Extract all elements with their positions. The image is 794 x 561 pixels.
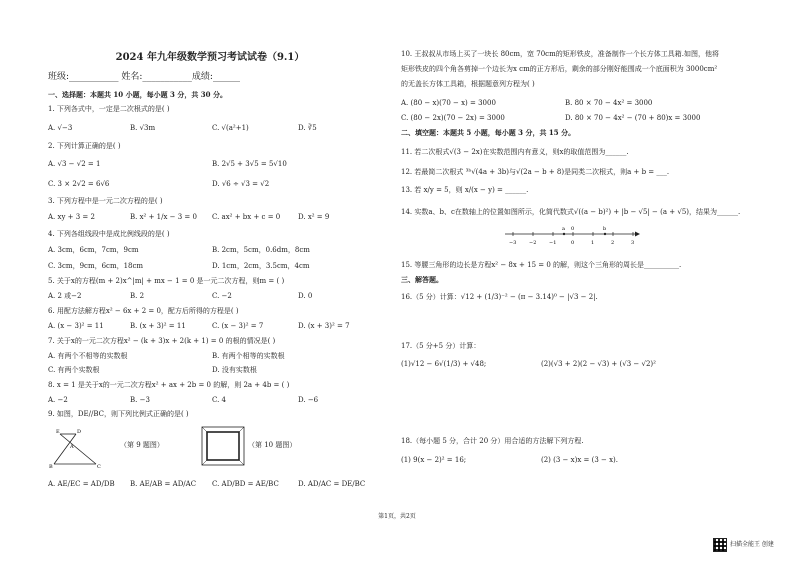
q3-option-c: C. ax² + bx + c = 0 — [212, 213, 281, 221]
axis-tick-minus-3: −3 — [509, 240, 517, 246]
q2-option-a: A. √3 − √2 = 1 — [48, 160, 101, 168]
figure-10-caption: （第 10 题图） — [248, 441, 297, 449]
question-10-line-3: 的无盖长方体工具箱，根据题意列方程为( ) — [401, 80, 535, 88]
q7-option-c: C. 有两个实数根 — [48, 366, 100, 374]
q4-option-a: A. 3cm，6cm，7cm，9cm — [48, 246, 139, 254]
qr-code-icon — [713, 538, 727, 552]
q4-option-b: B. 2cm，5cm，0.6dm，8cm — [212, 246, 310, 254]
q2-option-b: B. 2√5 + 3√5 = 5√10 — [212, 160, 287, 168]
q2-option-c: C. 3 × 2√2 = 6√6 — [48, 180, 110, 188]
q10-option-a: A. (80 − x)(70 − x) = 3000 — [401, 99, 496, 107]
axis-point-a: a — [562, 226, 565, 232]
axis-tick-0: 0 — [571, 240, 575, 246]
q6-option-d: D. (x + 3)² = 7 — [298, 322, 350, 330]
q3-option-b: B. x² + 1/x − 3 = 0 — [130, 213, 197, 221]
question-10-line-2: 矩形铁皮的四个角各剪掉一个边长为x cm的正方形后，剩余的部分刚好能围成一个底面积为 3000cm² — [401, 65, 718, 73]
q4-option-d: D. 1cm，2cm，3.5cm，4cm — [212, 262, 310, 270]
question-8: 8. x = 1 是关于x的一元二次方程x² + ax + 2b = 0 的解，则 2a + 4b = ( ) — [48, 381, 290, 389]
q8-option-b: B. −3 — [130, 396, 150, 404]
section-1-heading: 一、选择题：本题共 10 小题，每小题 3 分，共 30 分。 — [48, 90, 227, 99]
q3-option-d: D. x² = 9 — [298, 213, 330, 221]
q7-option-a: A. 有两个不相等的实数根 — [48, 352, 128, 360]
fig9-label-a: A — [70, 444, 74, 450]
q6-option-b: B. (x + 3)² = 11 — [130, 322, 186, 330]
axis-tick-minus-2: −2 — [529, 240, 537, 246]
question-4: 4. 下列各组线段中是成比例线段的是( ) — [48, 230, 170, 238]
figure-9-caption: （第 9 题图） — [120, 441, 164, 449]
question-17-part-1: (1)√12 − 6√(1/3) + √48; — [401, 360, 487, 368]
q5-option-c: C. −2 — [212, 292, 232, 300]
question-3: 3. 下列方程中是一元二次方程的是( ) — [48, 197, 163, 205]
section-3-heading: 三、解答题。 — [401, 275, 443, 284]
question-7: 7. 关于x的一元二次方程x² − (k + 3)x + 2(k + 1) = 0 的根的情况是( ) — [48, 337, 276, 345]
q3-option-a: A. xy + 3 = 2 — [48, 213, 95, 221]
q5-option-a: A. 2 或−2 — [48, 292, 82, 300]
q8-option-d: D. −6 — [298, 396, 319, 404]
question-17: 17.（5 分+5 分）计算： — [401, 342, 481, 350]
question-14: 14. 实数a、b、c在数轴上的位置如图所示，化简代数式√((a − b)²) + |b − √5| − (a + √5)，结果为______. — [401, 208, 741, 216]
fig9-label-d: D — [77, 429, 82, 435]
figure-9-triangle-diagram — [46, 426, 114, 470]
figure-10-box-diagram — [200, 425, 248, 469]
q5-option-b: B. 2 — [130, 292, 145, 300]
axis-point-0: 0 — [571, 226, 575, 232]
question-17-part-2: (2)(√3 + 2)(2 − √3) + (√3 − √2)² — [541, 360, 656, 368]
q1-option-d: D. ∛5 — [298, 124, 317, 132]
q1-option-a: A. √−3 — [48, 124, 73, 132]
q8-option-c: C. 4 — [212, 396, 227, 404]
fig9-label-c: C — [97, 464, 101, 470]
question-18-part-2: (2) (3 − x)x = (3 − x). — [541, 456, 618, 464]
axis-tick-2: 2 — [611, 240, 615, 246]
q6-option-a: A. (x − 3)² = 11 — [48, 322, 104, 330]
number-line-diagram — [501, 222, 641, 248]
q9-option-c: C. AD/BD = AE/BC — [212, 480, 279, 488]
q8-option-a: A. −2 — [48, 396, 68, 404]
q1-option-b: B. √3m — [130, 124, 156, 132]
page-number: 第1页，共2页 — [378, 513, 416, 520]
question-1: 1. 下列各式中，一定是二次根式的是( ) — [48, 105, 170, 113]
q7-option-b: B. 有两个相等的实数根 — [212, 352, 285, 360]
question-6: 6. 用配方法解方程x² − 6x + 2 = 0，配方后所得的方程是( ) — [48, 307, 239, 315]
q10-option-c: C. (80 − 2x)(70 − 2x) = 3000 — [401, 114, 505, 122]
student-info: 班级:___________ 姓名:___________成绩:______ — [48, 72, 240, 82]
q9-option-d: D. AD/AC = DE/BC — [298, 480, 366, 488]
q1-option-c: C. √(a²+1) — [212, 124, 249, 132]
q7-option-d: D. 没有实数根 — [212, 366, 257, 374]
question-2: 2. 下列计算正确的是( ) — [48, 142, 121, 150]
question-10-line-1: 10. 王叔叔从市场上买了一块长 80cm，宽 70cm的矩形铁皮，准备制作一个长方体工具箱.如图，他将 — [401, 50, 719, 58]
q5-option-d: D. 0 — [298, 292, 313, 300]
q4-option-c: C. 3cm，9cm，6cm，18cm — [48, 262, 144, 270]
exam-title: 2024 年九年级数学预习考试试卷（9.1） — [115, 52, 305, 63]
question-16: 16.（5 分）计算：√12 + (1/3)⁻² − (π − 3.14)⁰ − |√3 − 2|. — [401, 293, 598, 301]
question-18-part-1: (1) 9(x − 2)² = 16; — [401, 456, 467, 464]
question-18: 18.（每小题 5 分，合计 20 分）用合适的方法解下列方程. — [401, 437, 584, 445]
q6-option-c: C. (x − 3)² = 7 — [212, 322, 264, 330]
axis-tick-minus-1: −1 — [549, 240, 557, 246]
question-5: 5. 关于x的方程(m + 2)x^|m| + mx − 1 = 0 是一元二次方程，则m = ( ) — [48, 277, 285, 285]
fig9-label-e: E — [56, 429, 60, 435]
q2-option-d: D. √6 ÷ √3 = √2 — [212, 180, 270, 188]
q10-option-d: D. 80 × 70 − 4x² − (70 + 80)x = 3000 — [565, 114, 701, 122]
question-9: 9. 如图，DE//BC，则下列比例式正确的是( ) — [48, 410, 189, 418]
question-11: 11. 若二次根式√(3 − 2x)在实数范围内有意义，则x的取值范围为______. — [401, 148, 629, 156]
question-13: 13. 若 x/y = 5，则 x/(x − y) = ______. — [401, 186, 529, 194]
q9-option-a: A. AE/EC = AD/DB — [48, 480, 115, 488]
axis-tick-3: 3 — [631, 240, 635, 246]
q9-option-b: B. AE/AB = AD/AC — [130, 480, 197, 488]
question-12: 12. 若最简二次根式 ³ᵇ√(4a + 3b)与√(2a − b + 8)是同类二次根式，则a + b = ___. — [401, 168, 670, 176]
axis-tick-1: 1 — [591, 240, 595, 246]
section-2-heading: 二、填空题：本题共 5 小题，每小题 3 分，共 15 分。 — [401, 128, 576, 137]
q10-option-b: B. 80 × 70 − 4x² = 3000 — [565, 99, 653, 107]
scanner-watermark: 扫描全能王 创建 — [730, 541, 774, 548]
question-15: 15. 等腰三角形的边长是方程x² − 8x + 15 = 0 的解，则这个三角形的周长是__________. — [401, 261, 682, 269]
axis-point-b: b — [603, 226, 607, 232]
fig9-label-b: B — [49, 464, 53, 470]
